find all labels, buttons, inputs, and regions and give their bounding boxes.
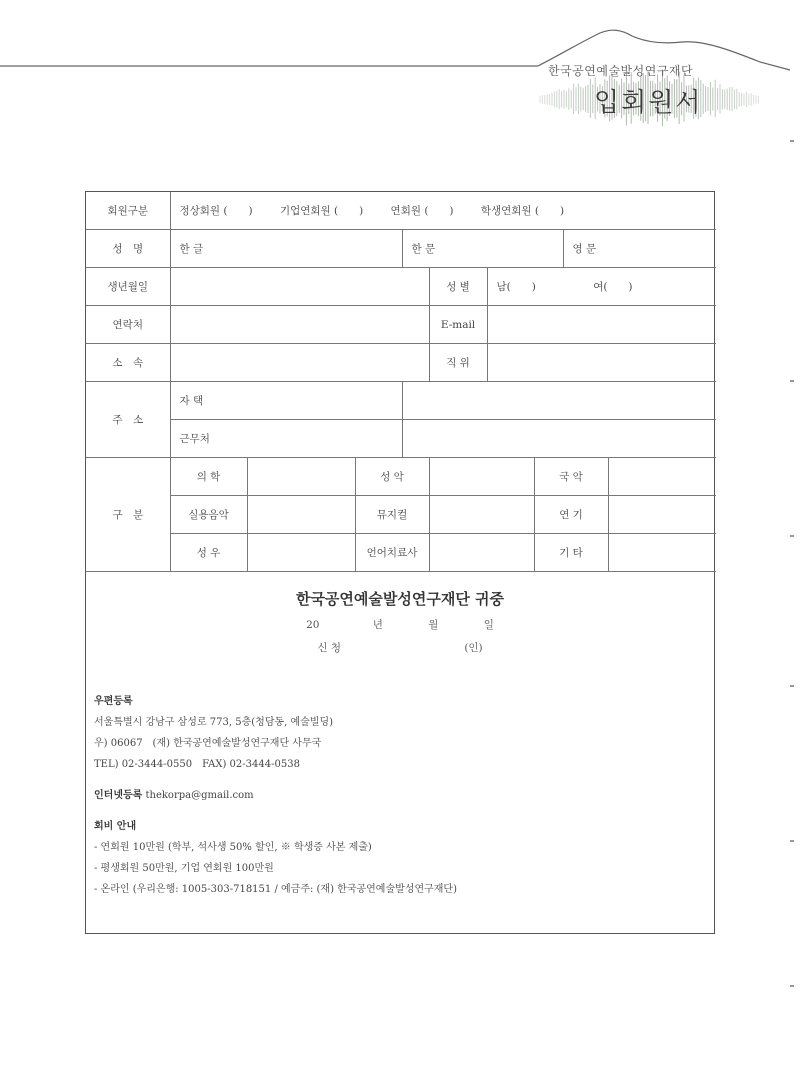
name-english-field[interactable]: 영 문 [563,230,716,268]
application-form [85,191,715,934]
page-edge-mark [790,840,794,842]
affiliation-label: 소 속 [86,344,170,382]
row-category-1 [86,458,716,496]
page-edge-mark [790,985,794,987]
address-home-label: 자 택 [170,382,402,420]
contact-label: 연락처 [86,306,170,344]
option-lifetime[interactable]: 정상회원 ( ) [179,205,253,217]
category-other-check[interactable] [608,534,716,572]
row-affiliation [86,344,716,382]
applicant-label: 신 청 [317,642,341,654]
application-table [86,192,716,572]
row-address-work [86,420,716,458]
page-edge-mark [790,140,794,142]
contact-field[interactable] [170,306,429,344]
internet-email[interactable]: thekorpa@gmail.com [145,790,254,801]
category-korean-music-check[interactable] [608,458,716,496]
gender-field[interactable] [487,268,716,306]
position-field[interactable] [487,344,716,382]
category-label: 구 분 [86,458,170,572]
row-name [86,230,716,268]
gender-female[interactable]: 여( ) [593,281,633,293]
page-edge-mark [790,380,794,382]
org-name-header: 한국공연예술발성연구재단 [548,64,694,78]
birth-label: 생년월일 [86,268,170,306]
mail-line: 서울특별시 강남구 삼성로 773, 5층(청담동, 예술빌딩) [94,717,334,728]
category-other: 기 타 [534,534,608,572]
page-title: 입회원서 [594,88,703,118]
name-korean-field[interactable]: 한 글 [170,230,402,268]
category-voice-actor: 성 우 [170,534,247,572]
gender-male[interactable]: 남( ) [496,281,536,293]
member-type-options [170,192,716,230]
address-label: 주 소 [86,382,170,458]
address-work-field[interactable] [402,420,716,458]
address-work-label: 근무처 [170,420,402,458]
page-edge-mark [790,685,794,687]
info-section [86,655,714,900]
row-contact [86,306,716,344]
date-day[interactable]: 일 [483,619,494,631]
category-musical: 뮤지컬 [355,496,429,534]
category-acting-check[interactable] [608,496,716,534]
category-speech-therapist-check[interactable] [429,534,534,572]
category-speech-therapist: 언어치료사 [355,534,429,572]
applicant-line [86,640,714,655]
category-acting: 연 기 [534,496,608,534]
date-year[interactable]: 년 [372,619,383,631]
date-prefix: 20 [306,619,320,631]
date-line [86,617,714,632]
address-home-field[interactable] [402,382,716,420]
internet-registration-title: 인터넷등록 [94,790,143,801]
category-korean-music: 국 악 [534,458,608,496]
category-medicine: 의 학 [170,458,247,496]
birth-field[interactable] [170,268,429,306]
header-ornament [0,0,800,160]
mail-line: TEL) 02-3444-0550 FAX) 02-3444-0538 [94,759,300,770]
fee-info-title: 회비 안내 [94,821,137,832]
affiliation-field[interactable] [170,344,429,382]
name-chinese-field[interactable]: 한 문 [402,230,563,268]
row-birth [86,268,716,306]
signature-area [86,572,714,655]
row-category-2 [86,496,716,534]
category-vocal-check[interactable] [429,458,534,496]
category-applied-music-check[interactable] [247,496,355,534]
option-corporate[interactable]: 기업연회원 ( ) [279,205,364,217]
date-month[interactable]: 월 [428,619,439,631]
row-member-type [86,192,716,230]
position-label: 직 위 [429,344,487,382]
name-label: 성 명 [86,230,170,268]
mail-line: 우) 06067 (재) 한국공연예술발성연구재단 사무국 [94,738,322,749]
fee-line: - 평생회원 50만원, 기업 연회원 100만원 [94,863,274,874]
member-type-label: 회원구분 [86,192,170,230]
internet-registration [94,785,714,806]
mail-registration-title: 우편등록 [94,696,133,707]
fee-line: - 온라인 (우리은행: 1005-303-718151 / 예금주: (재) 한국공연예술발성연구재단) [94,884,457,895]
seal-mark[interactable]: (인) [464,642,483,654]
email-field[interactable] [487,306,716,344]
fee-line: - 연회원 10만원 (학부, 석사생 50% 할인, ※ 학생증 사본 제출) [94,842,372,853]
category-voice-actor-check[interactable] [247,534,355,572]
email-label: E-mail [429,306,487,344]
row-address-home [86,382,716,420]
category-musical-check[interactable] [429,496,534,534]
page-edge-mark [790,535,794,537]
option-annual[interactable]: 연회원 ( ) [390,205,454,217]
gender-label: 성 별 [429,268,487,306]
category-vocal: 성 악 [355,458,429,496]
option-student[interactable]: 학생연회원 ( ) [480,205,565,217]
category-medicine-check[interactable] [247,458,355,496]
recipient-title: 한국공연예술발성연구재단 귀중 [295,590,505,608]
row-category-3 [86,534,716,572]
category-applied-music: 실용음악 [170,496,247,534]
